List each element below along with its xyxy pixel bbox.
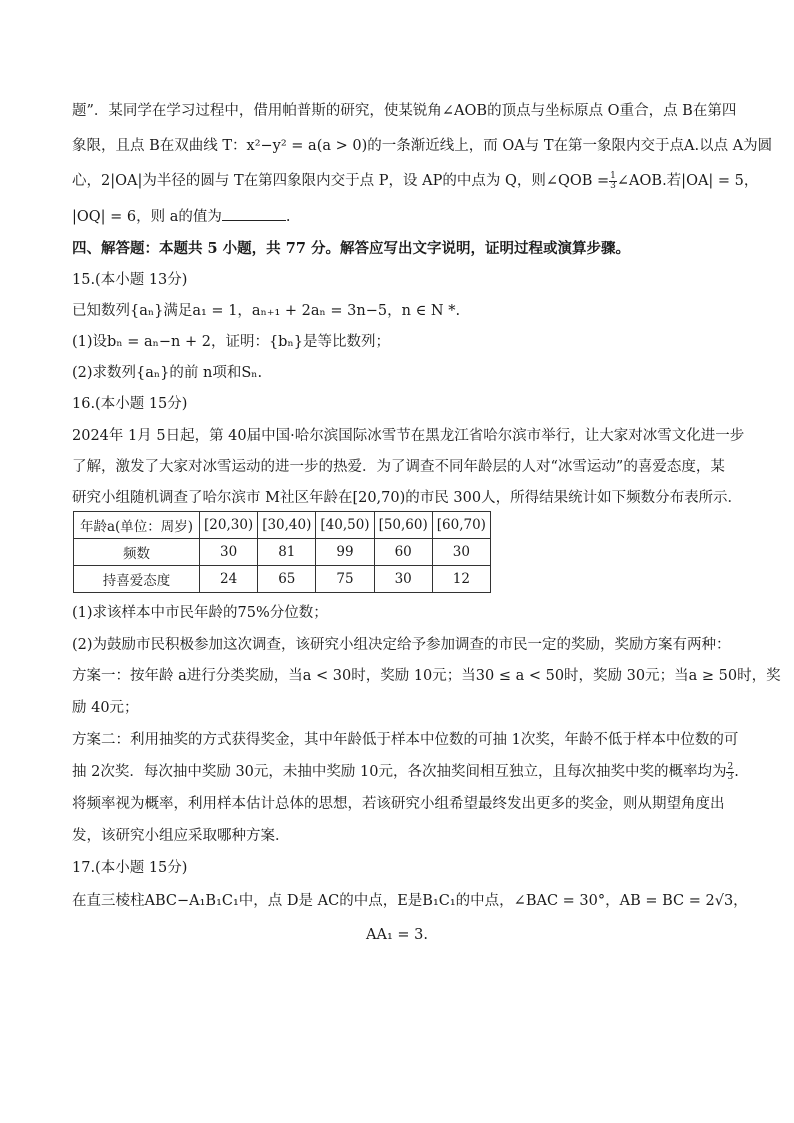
text-line bbox=[72, 761, 739, 782]
table-cell: 30 bbox=[200, 539, 258, 566]
fraction-denominator: 3 bbox=[610, 180, 616, 191]
table-row bbox=[74, 566, 491, 593]
text-line: 将频率视为概率，利用样本估计总体的思想，若该研究小组希望最终发出更多的奖金，则从期望角度出 bbox=[72, 796, 725, 812]
table-cell: 81 bbox=[258, 539, 316, 566]
table-cell: [20,30) bbox=[200, 512, 258, 539]
table-row bbox=[74, 512, 491, 539]
table-cell: 99 bbox=[316, 539, 374, 566]
fraction-numerator: 2 bbox=[727, 761, 734, 772]
answer-blank bbox=[222, 206, 286, 221]
table-cell: [50,60) bbox=[374, 512, 432, 539]
text-line: 已知数列{aₙ}满足a₁ = 1，aₙ₊₁ + 2aₙ = 3n−5，n ∈ N *. bbox=[72, 303, 461, 319]
text-line bbox=[72, 170, 759, 191]
text-line: 方案一：按年龄 a进行分类奖励，当a < 30时，奖励 10元；当30 ≤ a < 50时，奖励 30元；当a ≥ 50时，奖 bbox=[72, 668, 781, 684]
fraction-numerator: 1 bbox=[610, 170, 616, 181]
text-span: . bbox=[285, 209, 291, 225]
question-heading: 15.(本小题 13分) bbox=[72, 272, 188, 288]
table-cell: 年龄a(单位：周岁) bbox=[74, 512, 200, 539]
table-cell: 持喜爱态度 bbox=[74, 566, 200, 593]
table-cell: [30,40) bbox=[258, 512, 316, 539]
table-cell: 75 bbox=[316, 566, 374, 593]
text-line: (1)求该样本中市民年龄的75%分位数； bbox=[72, 605, 328, 621]
table-cell: [60,70) bbox=[432, 512, 490, 539]
fraction-denominator: 3 bbox=[727, 771, 734, 782]
text-line: (2)为鼓励市民积极参加这次调查，该研究小组决定给予参加调查的市民一定的奖励，奖励方案有两种： bbox=[72, 637, 731, 653]
table-cell: 60 bbox=[374, 539, 432, 566]
text-line: 方案二：利用抽奖的方式获得奖金，其中年龄低于样本中位数的可抽 1次奖，年龄不低于样本中位数的可 bbox=[72, 732, 739, 748]
table-cell: [40,50) bbox=[316, 512, 374, 539]
text-span: |OQ| = 6，则 a的值为 bbox=[72, 209, 222, 225]
question-heading: 17.(本小题 15分) bbox=[72, 860, 188, 876]
text-line: 了解，激发了大家对冰雪运动的进一步的热爱．为了调查不同年龄层的人对“冰雪运动”的喜爱态度，某 bbox=[72, 459, 725, 475]
text-line: 在直三棱柱ABC−A₁B₁C₁中，点 D是 AC的中点，E是B₁C₁的中点，∠BAC = 30°，AB = BC = 2√3， bbox=[72, 893, 748, 909]
table-cell: 30 bbox=[374, 566, 432, 593]
question-heading: 16.(本小题 15分) bbox=[72, 396, 188, 412]
table-row bbox=[74, 539, 491, 566]
text-line: AA₁ = 3. bbox=[366, 927, 428, 943]
text-span: ∠AOB.若|OA| = 5， bbox=[616, 173, 759, 189]
text-line: (2)求数列{aₙ}的前 n项和Sₙ. bbox=[72, 365, 263, 381]
table-cell: 65 bbox=[258, 566, 316, 593]
text-span: 抽 2次奖．每次抽中奖励 30元，未抽中奖励 10元，各次抽奖间相互独立，且每次抽奖中奖的概率均为 bbox=[72, 764, 727, 780]
table-cell: 12 bbox=[432, 566, 490, 593]
text-line: 题”．某同学在学习过程中，借用帕普斯的研究，使某锐角∠AOB的顶点与坐标原点 O重合，点 B在第四 bbox=[72, 103, 737, 119]
text-line bbox=[72, 206, 722, 227]
text-line: 发，该研究小组应采取哪种方案． bbox=[72, 828, 290, 844]
table-cell: 24 bbox=[200, 566, 258, 593]
section-heading: 四、解答题：本题共 5 小题，共 77 分。解答应写出文字说明，证明过程或演算步骤。 bbox=[72, 240, 630, 257]
frequency-table bbox=[73, 511, 491, 593]
fraction bbox=[609, 172, 617, 191]
table-cell: 30 bbox=[432, 539, 490, 566]
table-cell: 频数 bbox=[74, 539, 200, 566]
text-line: 研究小组随机调查了哈尔滨市 M社区年龄在[20,70)的市民 300人，所得结果统计如下频数分布表所示． bbox=[72, 490, 743, 506]
text-line: (1)设bₙ = aₙ−n + 2，证明：{bₙ}是等比数列； bbox=[72, 334, 390, 350]
text-span: . bbox=[734, 764, 739, 780]
text-span: 心，2|OA|为半径的圆与 T在第四象限内交于点 P，设 AP的中点为 Q，则∠QOB = bbox=[72, 173, 610, 189]
text-line: 2024年 1月 5日起，第 40届中国·哈尔滨国际冰雪节在黑龙江省哈尔滨市举行，让大家对冰雪文化进一步 bbox=[72, 428, 745, 444]
text-line: 励 40元； bbox=[72, 700, 139, 716]
text-line: 象限，且点 B在双曲线 T：x²−y² = a(a > 0)的一条渐近线上，而 OA与 T在第一象限内交于点A.以点 A为圆 bbox=[72, 138, 773, 154]
